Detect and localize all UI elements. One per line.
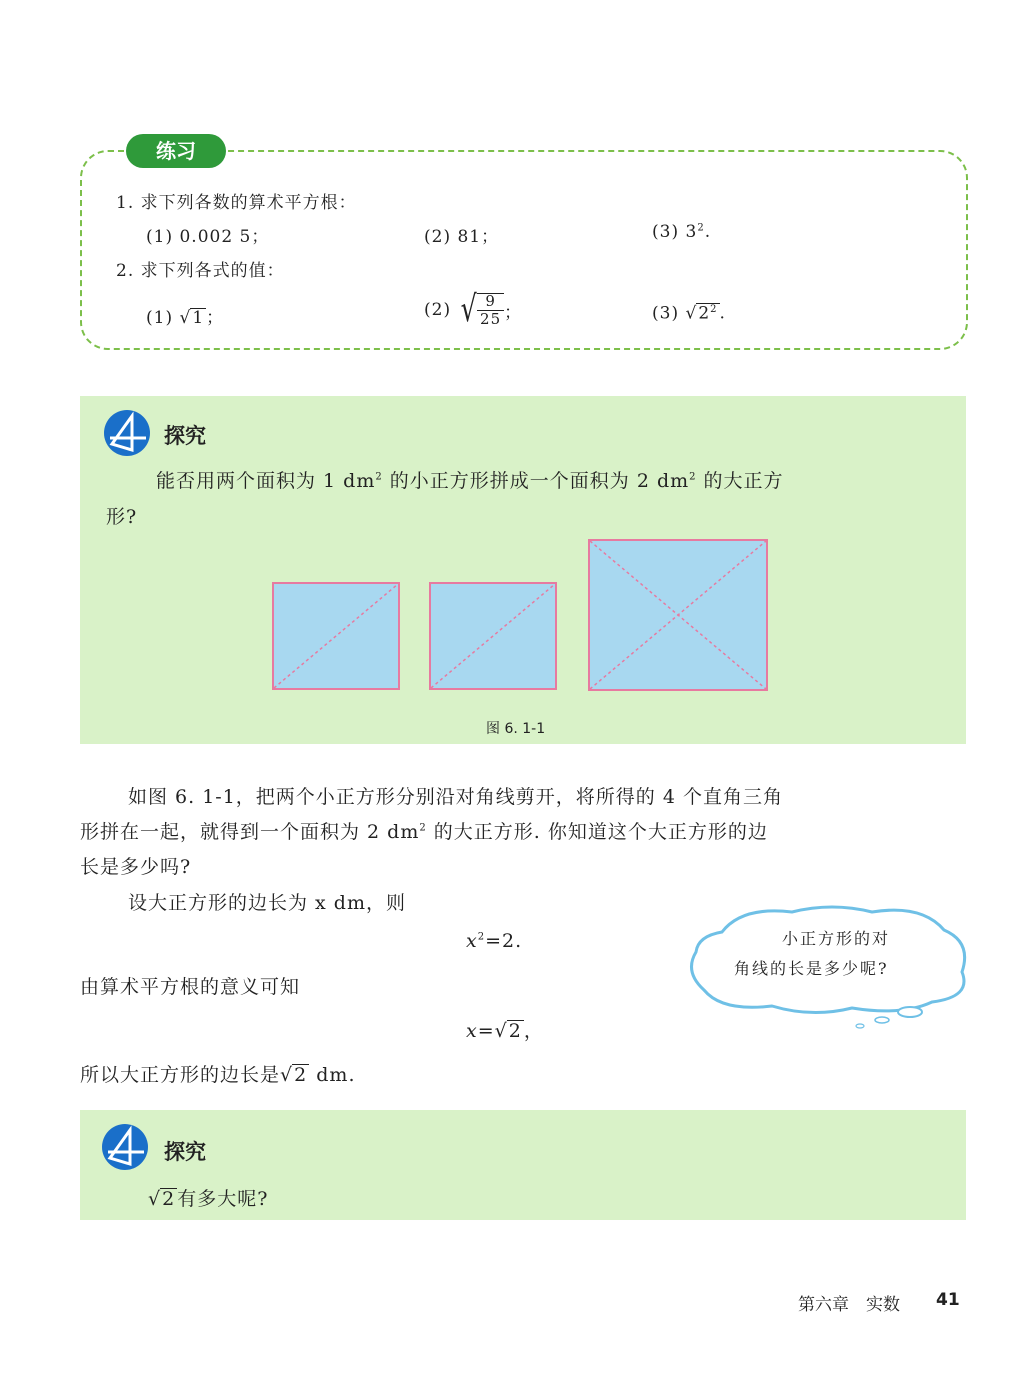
equation-2: x=√2 ， [466, 1020, 544, 1042]
small-square-1 [272, 582, 400, 690]
paragraph-3: 由算术平方根的意义可知 [80, 976, 301, 998]
small-square-2 [429, 582, 557, 690]
fraction: $\frac{9}{25}$ [477, 294, 504, 327]
q2-item-2: (2) √ $\frac{9}{25}$ ； [424, 289, 523, 330]
explore-logo-icon [100, 1122, 150, 1172]
q2-item-3: (3) $√2^2$ . [652, 303, 726, 324]
sqrt-expression: √1 [179, 308, 205, 328]
explore-2-question: √2 有多大呢? [148, 1188, 269, 1210]
q1-item-2: (2) 81； [424, 227, 500, 247]
explore-logo-icon [102, 408, 152, 458]
exercise-tag: 练习 [126, 134, 226, 168]
cloud-line-1: 小正方形的对 [782, 929, 891, 948]
paragraph-2: 设大正方形的边长为 x dm，则 [128, 892, 406, 914]
q2-item-1: (1) √1 ； [146, 308, 225, 328]
explore-panel-1 [80, 396, 966, 744]
q1-item-1: (1) 0.002 5； [146, 227, 270, 247]
cloud-line-2: 角线的长是多少呢? [734, 959, 889, 978]
equation-1: $x^2=2$. [466, 930, 523, 952]
paragraph-1-line-3: 长是多少吗? [80, 856, 192, 878]
figure-caption: 图 6. 1-1 [486, 721, 546, 737]
exercise-question-1: 1. 求下列各数的算术平方根： [116, 193, 357, 213]
paragraph-4: 所以大正方形的边长是√2 dm. [80, 1064, 356, 1086]
explore-title-1: 探究 [164, 424, 206, 448]
explore-text-line-2: 形? [106, 506, 138, 528]
q1-item-3: (3) $3^2$. [652, 222, 712, 242]
chapter-label: 第六章 实数 [798, 1295, 900, 1315]
paragraph-1-line-1: 如图 6. 1-1，把两个小正方形分别沿对角线剪开，将所得的 4 个直角三角 [128, 786, 783, 808]
explore-text-line-1: 能否用两个面积为 1 $dm^2$ 的小正方形拼成一个面积为 2 $dm^2$ 的大正方 [156, 470, 784, 492]
page-number: 41 [936, 1290, 960, 1310]
large-square [588, 539, 768, 691]
paragraph-1-line-2: 形拼在一起，就得到一个面积为 2 $dm^2$ 的大正方形. 你知道这个大正方形的边 [80, 821, 768, 843]
explore-title-2: 探究 [164, 1140, 206, 1164]
exercise-question-2: 2. 求下列各式的值： [116, 261, 285, 281]
